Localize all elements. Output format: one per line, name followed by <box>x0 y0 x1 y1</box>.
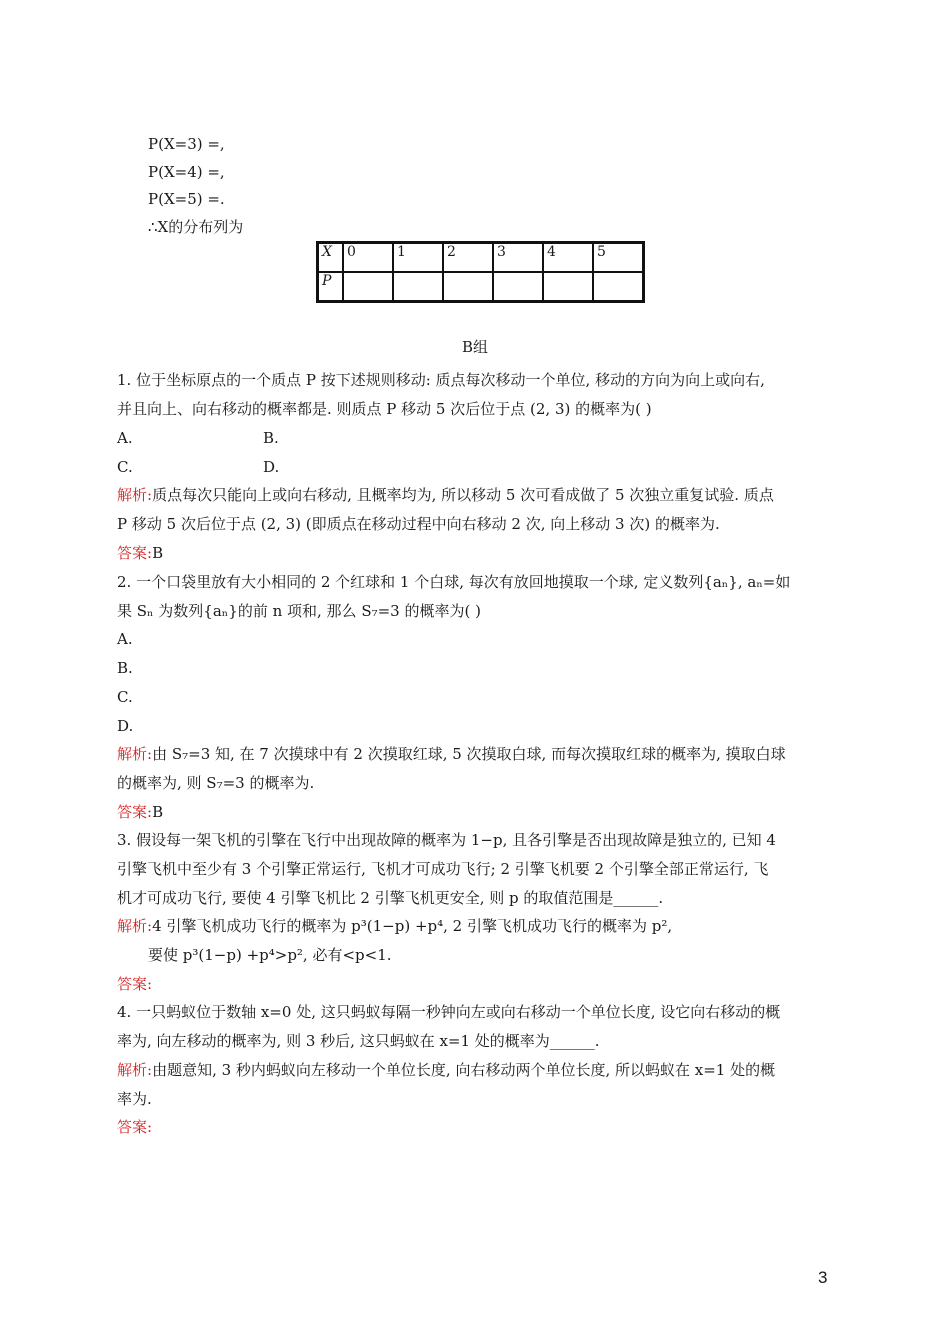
analysis-label: 解析: <box>117 1061 153 1079</box>
analysis-label: 解析: <box>117 745 153 763</box>
answer-label: 答案: <box>117 975 153 993</box>
q4-analysis-line1 <box>117 1060 775 1080</box>
q3-answer <box>117 974 152 994</box>
prob-x5: P(X=5) =. <box>148 190 225 208</box>
table-cell <box>493 272 543 302</box>
q1-analysis-line1 <box>117 485 774 505</box>
table-cell: 2 <box>443 243 493 273</box>
q3-analysis-line2: 要使 p³(1−p) +p⁴>p², 必有<p<1. <box>148 946 392 964</box>
q2-option-a: A. <box>117 630 133 648</box>
q1-text-line1: 1. 位于坐标原点的一个质点 P 按下述规则移动: 质点每次移动一个单位, 移动的方向为向上或向右, <box>117 371 765 389</box>
answer-value: B <box>152 544 164 562</box>
table-cell: 3 <box>493 243 543 273</box>
table-row <box>318 272 644 302</box>
q1-option-c: C. <box>117 458 133 476</box>
q1-analysis-line2: P 移动 5 次后位于点 (2, 3) (即质点在移动过程中向右移动 2 次, 向上移动 3 次) 的概率为. <box>117 515 720 533</box>
prob-x4: P(X=4) =, <box>148 163 225 181</box>
q1-option-a: A. <box>117 429 133 447</box>
analysis-text: 由题意知, 3 秒内蚂蚁向左移动一个单位长度, 向右移动两个单位长度, 所以蚂蚁在 x=1 处的概 <box>152 1061 776 1079</box>
q4-text-line1: 4. 一只蚂蚁位于数轴 x=0 处, 这只蚂蚁每隔一秒钟向左或向右移动一个单位长度, 设它向右移动的概 <box>117 1003 781 1021</box>
q3-analysis-line1 <box>117 916 672 936</box>
table-cell <box>443 272 493 302</box>
table-cell: P <box>318 272 344 302</box>
table-cell: 0 <box>343 243 393 273</box>
analysis-label: 解析: <box>117 917 153 935</box>
page-number: 3 <box>818 1268 828 1287</box>
table-cell <box>343 272 393 302</box>
table-cell: 4 <box>543 243 593 273</box>
section-title: B组 <box>461 338 489 356</box>
answer-label: 答案: <box>117 544 153 562</box>
q2-option-c: C. <box>117 688 133 706</box>
table-cell: 1 <box>393 243 443 273</box>
answer-label: 答案: <box>117 803 153 821</box>
q2-text-line2: 果 Sₙ 为数列{aₙ}的前 n 项和, 那么 S₇=3 的概率为( ) <box>117 602 481 620</box>
q2-analysis-line1 <box>117 744 786 764</box>
q2-option-b: B. <box>117 659 133 677</box>
q2-analysis-line2: 的概率为, 则 S₇=3 的概率为. <box>117 774 315 792</box>
analysis-text: 质点每次只能向上或向右移动, 且概率均为, 所以移动 5 次可看成做了 5 次独立重复试验. 质点 <box>152 486 774 504</box>
table-cell: X <box>318 243 344 273</box>
table-cell <box>393 272 443 302</box>
q4-text-line2: 率为, 向左移动的概率为, 则 3 秒后, 这只蚂蚁在 x=1 处的概率为______. <box>117 1032 600 1050</box>
table-cell <box>593 272 644 302</box>
q2-answer <box>117 802 163 822</box>
q3-text-line1: 3. 假设每一架飞机的引擎在飞行中出现故障的概率为 1−p, 且各引擎是否出现故障是独立的, 已知 4 <box>117 831 776 849</box>
answer-value: B <box>152 803 164 821</box>
q1-option-d: D. <box>263 458 280 476</box>
analysis-text: 由 S₇=3 知, 在 7 次摸球中有 2 次摸取红球, 5 次摸取白球, 而每次摸取红球的概率为, 摸取白球 <box>152 745 786 763</box>
distribution-table <box>316 241 645 303</box>
analysis-label: 解析: <box>117 486 153 504</box>
q2-text-line1: 2. 一个口袋里放有大小相同的 2 个红球和 1 个白球, 每次有放回地摸取一个球, 定义数列{aₙ}, aₙ=如 <box>117 573 791 591</box>
table-cell: 5 <box>593 243 644 273</box>
table-row <box>318 243 644 273</box>
distribution-intro: ∴X的分布列为 <box>148 218 244 236</box>
answer-label: 答案: <box>117 1118 153 1136</box>
q3-text-line2: 引擎飞机中至少有 3 个引擎正常运行, 飞机才可成功飞行; 2 引擎飞机要 2 个引擎全部正常运行, 飞 <box>117 860 769 878</box>
q2-option-d: D. <box>117 717 134 735</box>
q4-analysis-line2: 率为. <box>117 1090 152 1108</box>
q1-answer <box>117 543 163 563</box>
table-cell <box>543 272 593 302</box>
q3-text-line3: 机才可成功飞行, 要使 4 引擎飞机比 2 引擎飞机更安全, 则 p 的取值范围是______. <box>117 889 664 907</box>
q1-option-b: B. <box>263 429 279 447</box>
prob-x3: P(X=3) =, <box>148 135 225 153</box>
analysis-text: 4 引擎飞机成功飞行的概率为 p³(1−p) +p⁴, 2 引擎飞机成功飞行的概率为 p², <box>152 917 673 935</box>
q4-answer <box>117 1117 152 1137</box>
q1-text-line2: 并且向上、向右移动的概率都是. 则质点 P 移动 5 次后位于点 (2, 3) 的概率为( ) <box>117 400 652 418</box>
